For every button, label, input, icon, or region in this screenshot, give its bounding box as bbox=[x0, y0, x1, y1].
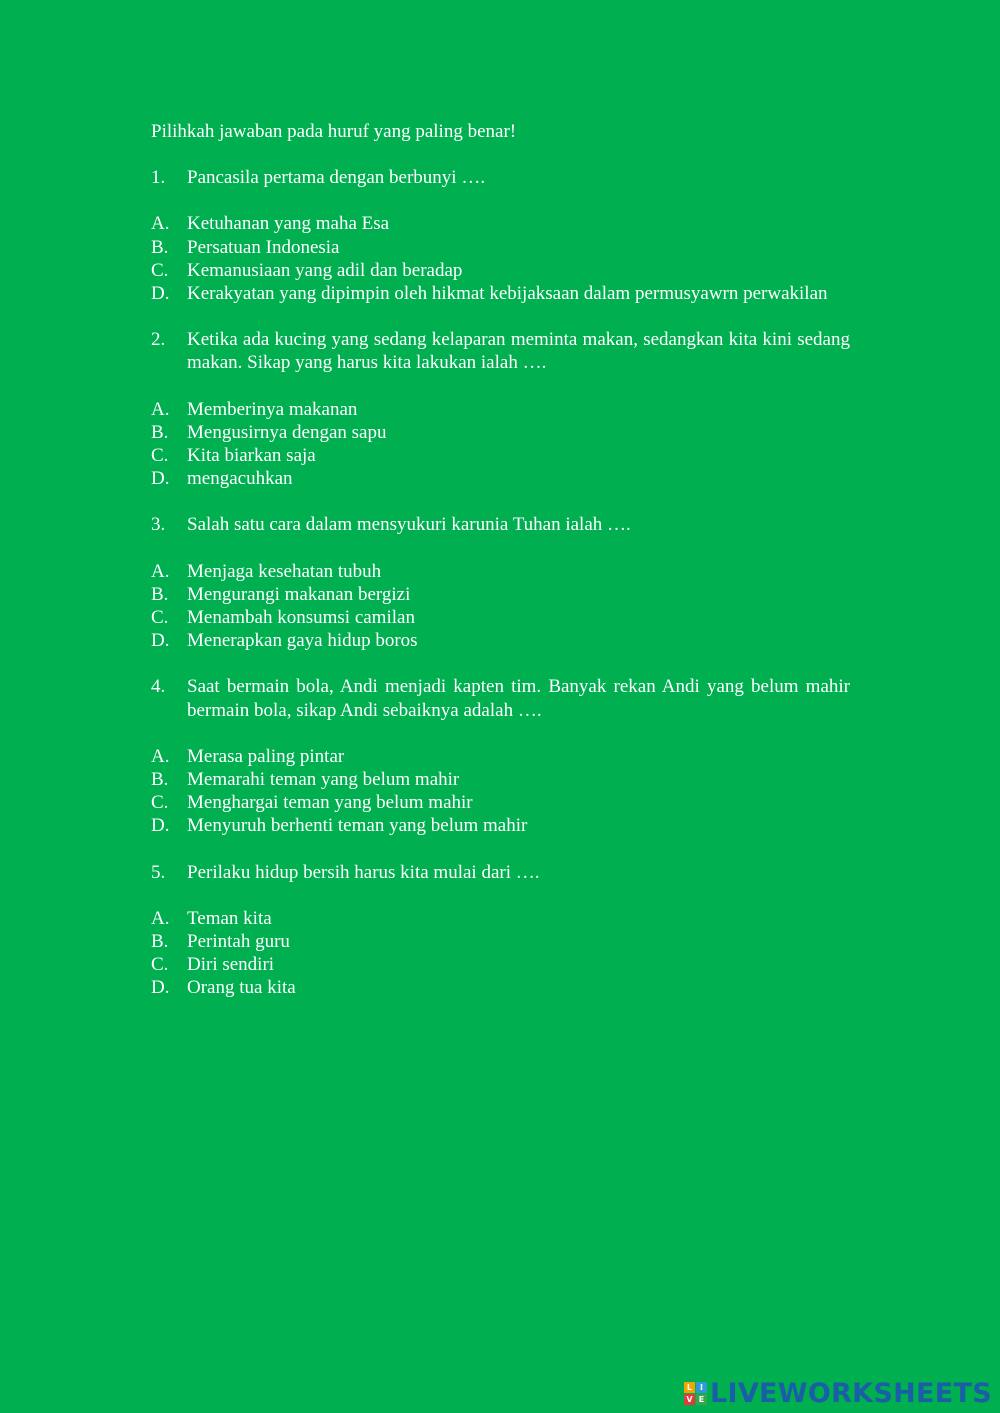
option-letter: C. bbox=[151, 954, 169, 976]
option-letter: B. bbox=[151, 421, 169, 443]
option-text: Menambah konsumsi camilan bbox=[187, 607, 415, 629]
logo-mark-letter: I bbox=[696, 1382, 707, 1393]
option-text: Merasa paling pintar bbox=[187, 745, 345, 767]
instruction-text: Pilihkah jawaban pada huruf yang paling benar! bbox=[151, 121, 517, 142]
option-letter: A. bbox=[151, 907, 170, 929]
option-b[interactable] bbox=[151, 768, 850, 791]
option-letter: A. bbox=[151, 745, 170, 767]
option-letter: A. bbox=[151, 560, 170, 582]
question-1 bbox=[151, 166, 850, 189]
question-2 bbox=[151, 328, 850, 374]
option-c[interactable] bbox=[151, 953, 850, 976]
logo-mark-letter: L bbox=[684, 1382, 695, 1393]
option-text: Persatuan Indonesia bbox=[187, 236, 340, 258]
question-text: Ketika ada kucing yang sedang kelaparan meminta makan, sedangkan kita kini sedang makan. Sikap yang harus kita lakukan ialah …. bbox=[187, 329, 850, 374]
option-c[interactable] bbox=[151, 791, 850, 814]
option-letter: C. bbox=[151, 259, 169, 281]
option-letter: C. bbox=[151, 792, 169, 814]
option-text: Memarahi teman yang belum mahir bbox=[187, 769, 460, 791]
options-3 bbox=[151, 560, 850, 653]
options-4 bbox=[151, 745, 850, 838]
question-3 bbox=[151, 513, 850, 536]
liveworksheets-logo bbox=[684, 1378, 992, 1409]
option-a[interactable] bbox=[151, 398, 850, 421]
option-c[interactable] bbox=[151, 606, 850, 629]
option-d[interactable] bbox=[151, 282, 850, 305]
option-text: Menerapkan gaya hidup boros bbox=[187, 630, 418, 652]
question-4 bbox=[151, 675, 850, 721]
question-number: 2. bbox=[151, 329, 166, 351]
option-letter: B. bbox=[151, 583, 169, 605]
option-text: Memberinya makanan bbox=[187, 398, 358, 420]
logo-text: LIVEWORKSHEETS bbox=[709, 1378, 992, 1409]
option-text: Menjaga kesehatan tubuh bbox=[187, 560, 382, 582]
option-letter: B. bbox=[151, 236, 169, 258]
option-d[interactable] bbox=[151, 976, 850, 999]
option-a[interactable] bbox=[151, 560, 850, 583]
question-number: 3. bbox=[151, 514, 166, 536]
question-number: 4. bbox=[151, 676, 166, 698]
option-text: Menyuruh berhenti teman yang belum mahir bbox=[187, 815, 528, 837]
option-b[interactable] bbox=[151, 236, 850, 259]
options-5 bbox=[151, 907, 850, 1000]
question-number: 1. bbox=[151, 167, 166, 189]
option-letter: C. bbox=[151, 445, 169, 467]
option-text: Diri sendiri bbox=[187, 954, 275, 976]
option-text: Kita biarkan saja bbox=[187, 445, 316, 467]
option-b[interactable] bbox=[151, 930, 850, 953]
option-letter: D. bbox=[151, 283, 170, 305]
option-d[interactable] bbox=[151, 467, 850, 490]
question-text: Salah satu cara dalam mensyukuri karunia Tuhan ialah …. bbox=[187, 514, 631, 536]
option-letter: D. bbox=[151, 630, 170, 652]
option-text: Ketuhanan yang maha Esa bbox=[187, 213, 390, 235]
worksheet bbox=[151, 120, 850, 1023]
logo-mark-letter: E bbox=[696, 1394, 707, 1405]
question-text: Pancasila pertama dengan berbunyi …. bbox=[187, 167, 486, 189]
option-a[interactable] bbox=[151, 745, 850, 768]
options-2 bbox=[151, 398, 850, 491]
logo-mark-letter: V bbox=[684, 1394, 695, 1405]
option-letter: D. bbox=[151, 815, 170, 837]
option-text: Kerakyatan yang dipimpin oleh hikmat kebijaksaan dalam permusyawrn perwakilan bbox=[187, 283, 828, 305]
option-text: mengacuhkan bbox=[187, 468, 293, 490]
option-b[interactable] bbox=[151, 421, 850, 444]
option-a[interactable] bbox=[151, 212, 850, 235]
option-letter: C. bbox=[151, 607, 169, 629]
option-d[interactable] bbox=[151, 629, 850, 652]
question-text: Saat bermain bola, Andi menjadi kapten tim. Banyak rekan Andi yang belum mahir bermain bola, sikap Andi sebaiknya adalah …. bbox=[187, 676, 850, 721]
option-letter: B. bbox=[151, 769, 169, 791]
question-text: Perilaku hidup bersih harus kita mulai dari …. bbox=[187, 861, 540, 883]
option-c[interactable] bbox=[151, 444, 850, 467]
question-number: 5. bbox=[151, 861, 166, 883]
option-letter: D. bbox=[151, 977, 170, 999]
option-text: Menghargai teman yang belum mahir bbox=[187, 792, 473, 814]
option-d[interactable] bbox=[151, 814, 850, 837]
option-text: Orang tua kita bbox=[187, 977, 296, 999]
options-1 bbox=[151, 212, 850, 305]
option-letter: A. bbox=[151, 398, 170, 420]
option-a[interactable] bbox=[151, 907, 850, 930]
option-letter: D. bbox=[151, 468, 170, 490]
option-c[interactable] bbox=[151, 259, 850, 282]
option-text: Mengurangi makanan bergizi bbox=[187, 583, 411, 605]
option-text: Teman kita bbox=[187, 907, 272, 929]
option-letter: B. bbox=[151, 931, 169, 953]
option-text: Kemanusiaan yang adil dan beradap bbox=[187, 259, 463, 281]
option-letter: A. bbox=[151, 213, 170, 235]
logo-mark-icon bbox=[684, 1382, 707, 1405]
option-b[interactable] bbox=[151, 583, 850, 606]
option-text: Perintah guru bbox=[187, 931, 290, 953]
question-5 bbox=[151, 861, 850, 884]
option-text: Mengusirnya dengan sapu bbox=[187, 421, 387, 443]
